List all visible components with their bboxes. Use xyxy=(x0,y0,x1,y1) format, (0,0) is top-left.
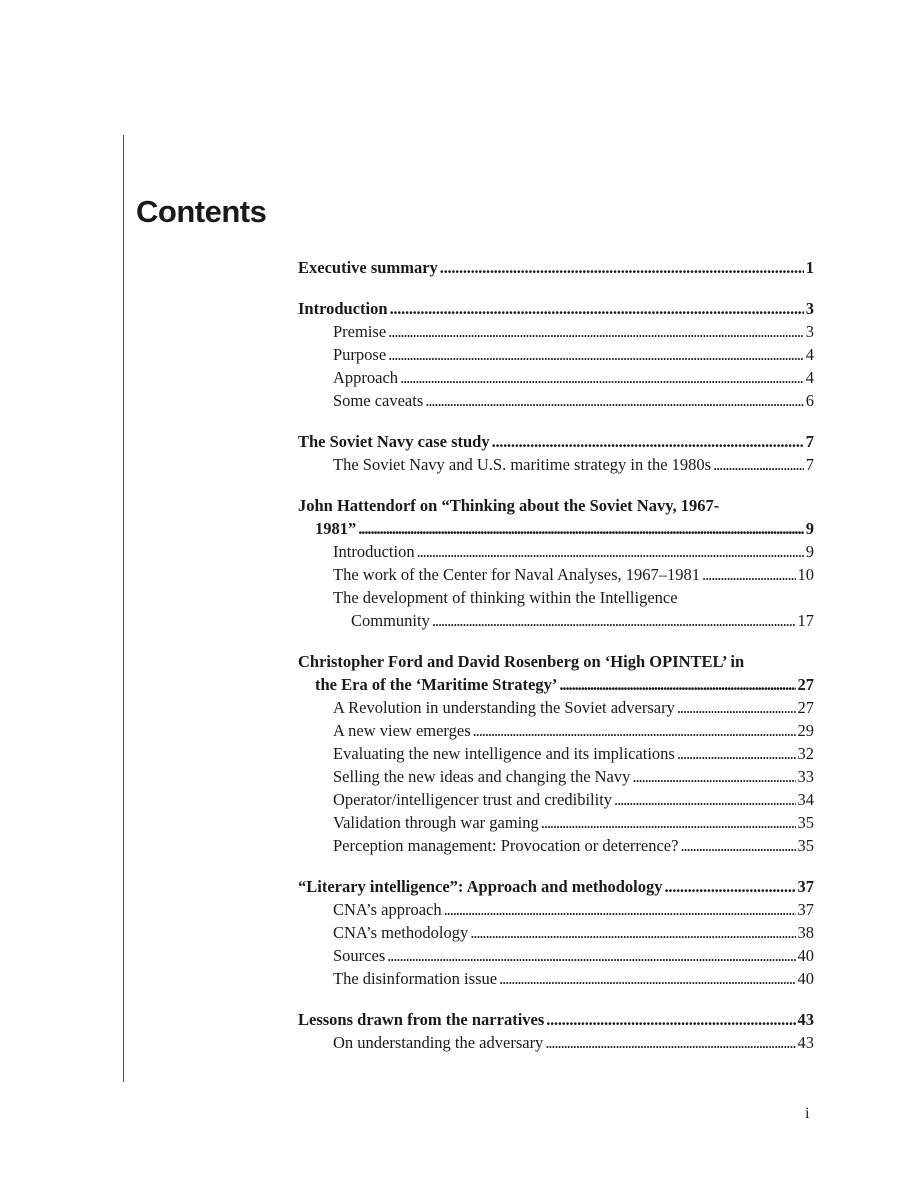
toc-subentry-premise[interactable] xyxy=(298,320,814,343)
toc-subentry-page: 10 xyxy=(797,565,814,584)
dot-leader xyxy=(440,256,804,279)
dot-leader xyxy=(702,563,795,586)
toc-entry-page: 1 xyxy=(805,258,814,277)
toc-subentry-title: The Soviet Navy and U.S. maritime strategy in the 1980s xyxy=(333,455,712,474)
toc-subentry-revolution[interactable] xyxy=(298,696,814,719)
toc-entry-page: 3 xyxy=(805,299,814,318)
toc-subentry-title: Sources xyxy=(333,946,386,965)
dot-leader xyxy=(614,788,795,811)
toc-subentry-title: The work of the Center for Naval Analyses, 1967–1981 xyxy=(333,565,701,584)
toc-subentry-understanding-adversary[interactable] xyxy=(298,1031,814,1054)
toc-subentry-page: 3 xyxy=(805,322,814,341)
toc-subentry-development-line1[interactable]: The development of thinking within the Intelligence xyxy=(333,588,678,607)
toc-subentry-title: Selling the new ideas and changing the Navy xyxy=(333,767,631,786)
toc-entry-page: 37 xyxy=(797,877,814,896)
toc-subentry-page: 4 xyxy=(805,345,814,364)
toc-entry-lessons-drawn[interactable] xyxy=(298,1008,814,1031)
dot-leader xyxy=(677,742,796,765)
dot-leader xyxy=(677,696,796,719)
dot-leader xyxy=(559,673,795,696)
toc-subentry-page: 38 xyxy=(797,923,814,942)
toc-subentry-page: 34 xyxy=(797,790,814,809)
toc-subentry-page: 29 xyxy=(797,721,814,740)
toc-subentry-cna-approach[interactable] xyxy=(298,898,814,921)
toc-subentry-introduction[interactable] xyxy=(298,540,814,563)
toc-entry-executive-summary[interactable] xyxy=(298,256,814,279)
toc-subentry-title: Approach xyxy=(333,368,399,387)
toc-entry-page: 9 xyxy=(805,519,814,538)
toc-subentry-disinformation[interactable] xyxy=(298,967,814,990)
dot-leader xyxy=(417,540,804,563)
toc-subentry-page: 17 xyxy=(797,611,814,630)
toc-subentry-page: 35 xyxy=(797,836,814,855)
toc-subentry-title: CNA’s approach xyxy=(333,900,442,919)
toc-subentry-page: 43 xyxy=(797,1033,814,1052)
toc-subentry-title: Validation through war gaming xyxy=(333,813,539,832)
toc-subentry-page: 40 xyxy=(797,946,814,965)
toc-subentry-title: CNA’s methodology xyxy=(333,923,469,942)
dot-leader xyxy=(545,1031,795,1054)
dot-leader xyxy=(444,898,796,921)
toc-entry-ford-rosenberg[interactable] xyxy=(298,673,814,696)
toc-subentry-title: On understanding the adversary xyxy=(333,1033,544,1052)
toc-subentry-page: 35 xyxy=(797,813,814,832)
toc-subentry-title: Perception management: Provocation or deterrence? xyxy=(333,836,679,855)
toc-subentry-page: 37 xyxy=(797,900,814,919)
page-number: i xyxy=(805,1105,810,1122)
toc-entry-title: The Soviet Navy case study xyxy=(298,432,490,451)
toc-subentry-operator-trust[interactable] xyxy=(298,788,814,811)
toc-subentry-title: A new view emerges xyxy=(333,721,471,740)
toc-entry-hattendorf[interactable] xyxy=(298,517,814,540)
dot-leader xyxy=(390,297,804,320)
toc-subentry-title: Premise xyxy=(333,322,387,341)
dot-leader xyxy=(680,834,795,857)
toc-subentry-purpose[interactable] xyxy=(298,343,814,366)
page-title: Contents xyxy=(136,194,267,229)
toc-subentry-war-gaming[interactable] xyxy=(298,811,814,834)
toc-subentry-title: Operator/intelligencer trust and credibility xyxy=(333,790,613,809)
dot-leader xyxy=(400,366,804,389)
dot-leader xyxy=(358,517,804,540)
toc-entry-soviet-navy-case-study[interactable] xyxy=(298,430,814,453)
dot-leader xyxy=(492,430,804,453)
toc-subentry-page: 7 xyxy=(805,455,814,474)
toc-subentry-page: 9 xyxy=(805,542,814,561)
dot-leader xyxy=(470,921,795,944)
toc-entry-literary-intelligence[interactable] xyxy=(298,875,814,898)
toc-subentry-cna-methodology[interactable] xyxy=(298,921,814,944)
dot-leader xyxy=(713,453,804,476)
toc-subentry-page: 6 xyxy=(805,391,814,410)
dot-leader xyxy=(499,967,795,990)
toc-subentry-title: A Revolution in understanding the Soviet adversary xyxy=(333,698,675,717)
toc-subentry-development[interactable] xyxy=(298,609,814,632)
toc-subentry-page: 27 xyxy=(797,698,814,717)
toc-subentry-work-of-cna[interactable] xyxy=(298,563,814,586)
toc-subentry-selling[interactable] xyxy=(298,765,814,788)
dot-leader xyxy=(425,389,803,412)
toc-entry-title: Introduction xyxy=(298,299,388,318)
toc-entry-title: 1981” xyxy=(315,519,357,538)
toc-subentry-soviet-navy-maritime-strategy[interactable] xyxy=(298,453,814,476)
dot-leader xyxy=(432,609,796,632)
toc-subentry-title: Purpose xyxy=(333,345,387,364)
toc-subentry-page: 40 xyxy=(797,969,814,988)
toc-subentry-evaluating[interactable] xyxy=(298,742,814,765)
toc-entry-introduction[interactable] xyxy=(298,297,814,320)
toc-subentry-title: Introduction xyxy=(333,542,415,561)
dot-leader xyxy=(546,1008,795,1031)
toc-subentry-page: 32 xyxy=(797,744,814,763)
toc-subentry-new-view[interactable] xyxy=(298,719,814,742)
toc-subentry-sources[interactable] xyxy=(298,944,814,967)
toc-entry-page: 27 xyxy=(797,675,814,694)
dot-leader xyxy=(388,320,804,343)
dot-leader xyxy=(388,343,804,366)
toc-entry-page: 43 xyxy=(797,1010,814,1029)
toc-entry-title: “Literary intelligence”: Approach and methodology xyxy=(298,877,663,896)
toc-subentry-title: Evaluating the new intelligence and its implications xyxy=(333,744,675,763)
dot-leader xyxy=(632,765,795,788)
toc-subentry-title: Some caveats xyxy=(333,391,424,410)
toc-subentry-some-caveats[interactable] xyxy=(298,389,814,412)
toc-entry-ford-rosenberg-line1[interactable]: Christopher Ford and David Rosenberg on ‘High OPINTEL’ in xyxy=(298,652,745,671)
toc-entry-title: Executive summary xyxy=(298,258,438,277)
toc-entry-title: the Era of the ‘Maritime Strategy’ xyxy=(315,675,558,694)
dot-leader xyxy=(473,719,796,742)
table-of-contents xyxy=(298,256,814,1054)
toc-entry-hattendorf-line1[interactable]: John Hattendorf on “Thinking about the Soviet Navy, 1967- xyxy=(298,496,720,515)
toc-subentry-title: Community xyxy=(351,611,430,630)
margin-rule xyxy=(123,135,124,1082)
toc-subentry-title: The disinformation issue xyxy=(333,969,498,988)
toc-subentry-page: 4 xyxy=(805,368,814,387)
toc-entry-page: 7 xyxy=(805,432,814,451)
toc-subentry-approach[interactable] xyxy=(298,366,814,389)
toc-subentry-perception-management[interactable] xyxy=(298,834,814,857)
dot-leader xyxy=(665,875,796,898)
toc-subentry-page: 33 xyxy=(797,767,814,786)
dot-leader xyxy=(541,811,796,834)
dot-leader xyxy=(387,944,795,967)
toc-entry-title: Lessons drawn from the narratives xyxy=(298,1010,545,1029)
